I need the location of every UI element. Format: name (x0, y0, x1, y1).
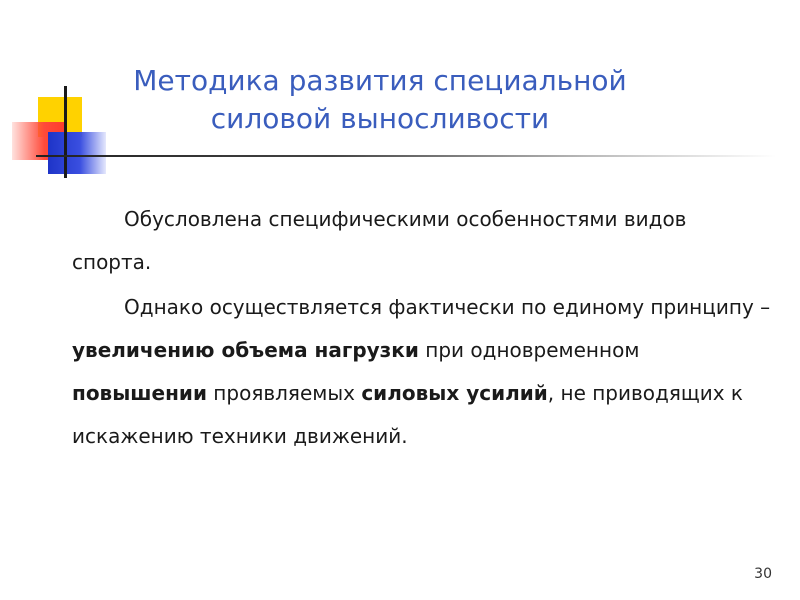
slide-title-line-2: силовой выносливости (210, 102, 550, 135)
emphasis-force-efforts: силовых усилий (361, 381, 548, 405)
emphasis-load-increase: увеличению объема нагрузки (72, 338, 419, 362)
title-divider-line (36, 155, 776, 157)
paragraph-2 (72, 286, 772, 458)
paragraph-1: Обусловлена специфическими особенностями видов спорта. (72, 207, 687, 274)
decor-blue-square (48, 132, 106, 174)
paragraph-2-text-4: , не приводящих к искажению техники движений. (72, 381, 743, 448)
slide-title-line-1: Методика развития специальной (133, 64, 627, 97)
emphasis-increase: повышении (72, 381, 207, 405)
slide-title (100, 62, 660, 138)
paragraph-2-text-3: проявляемых (206, 381, 362, 405)
decor-vertical-line (64, 86, 67, 178)
page-number: 30 (754, 566, 772, 582)
paragraph-2-text-1: Однако осуществляется фактически по единому принципу – (124, 295, 771, 319)
slide-body (72, 198, 772, 460)
paragraph-2-text-2: при одновременном (418, 338, 640, 362)
